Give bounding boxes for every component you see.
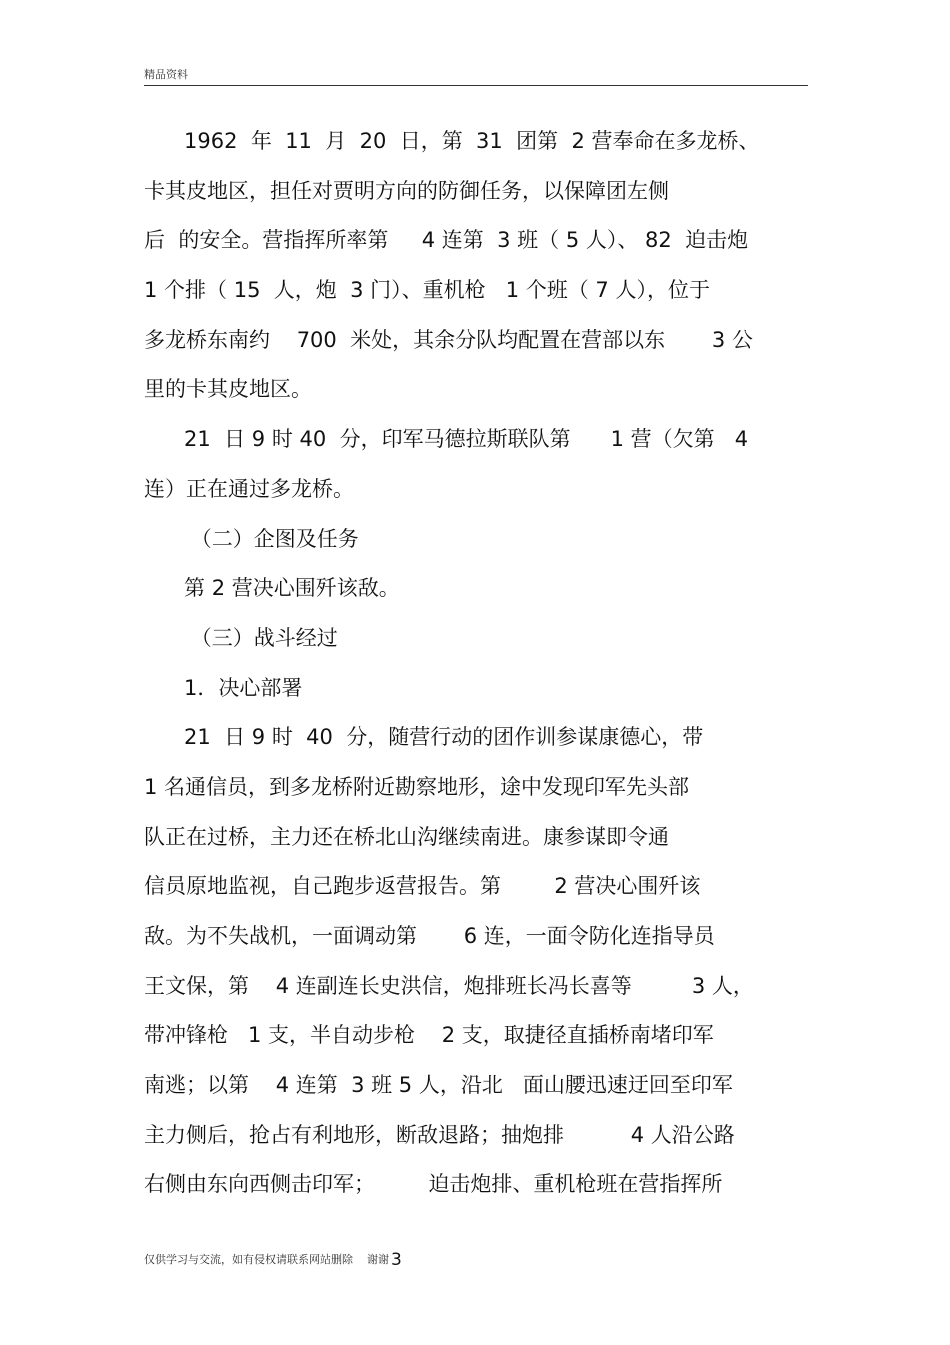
text-line: 里的卡其皮地区。 (144, 377, 312, 401)
section-heading: （三）战斗经过 (144, 626, 338, 650)
text-line: 21 日 9 时 40 分，印军马德拉斯联队第 1 营（欠第 4 (144, 427, 749, 451)
text-line: 1 名通信员，到多龙桥附近勘察地形，途中发现印军先头部 (144, 775, 690, 799)
header-label: 精品资料 (144, 68, 188, 81)
text-line: 1962 年 11 月 20 日，第 31 团第 2 营奉命在多龙桥、 (144, 129, 760, 153)
page-number: 3 (391, 1250, 402, 1270)
text-line: 队正在过桥，主力还在桥北山沟继续南进。康参谋即令通 (144, 825, 669, 849)
text-line: 卡其皮地区，担任对贾明方向的防御任务，以保障团左侧 (144, 179, 669, 203)
text-line: 连）正在通过多龙桥。 (144, 477, 354, 501)
text-line: 多龙桥东南约 700 米处，其余分队均配置在营部以东 3 公 (144, 328, 753, 352)
footer (144, 1250, 402, 1270)
footer-note: 仅供学习与交流，如有侵权请联系网站删除 谢谢 (144, 1253, 389, 1266)
text-line: 后 的安全。营指挥所率第 4 连第 3 班（ 5 人）、 82 迫击炮 (144, 228, 749, 252)
text-line: 1 个排（ 15 人，炮 3 门）、重机枪 1 个班（ 7 人），位于 (144, 278, 710, 302)
subsection-heading: 1．决心部署 (144, 676, 303, 700)
header-divider (144, 85, 808, 86)
text-line: 右侧由东向西侧击印军； 迫击炮排、重机枪班在营指挥所 (144, 1172, 723, 1196)
text-line: 带冲锋枪 1 支，半自动步枪 2 支，取捷径直插桥南堵印军 (144, 1023, 714, 1047)
text-line: 第 2 营决心围歼该敌。 (144, 576, 400, 600)
text-line: 敌。为不失战机，一面调动第 6 连，一面令防化连指导员 (144, 924, 715, 948)
text-line: 信员原地监视，自己跑步返营报告。第 2 营决心围歼该 (144, 874, 701, 898)
text-line: 南逃；以第 4 连第 3 班 5 人，沿北 面山腰迅速迂回至印军 (144, 1073, 733, 1097)
text-line: 王文保，第 4 连副连长史洪信，炮排班长冯长喜等 3 人， (144, 974, 754, 998)
text-line: 21 日 9 时 40 分，随营行动的团作训参谋康德心，带 (144, 725, 704, 749)
section-heading: （二）企图及任务 (144, 527, 359, 551)
text-line: 主力侧后，抢占有利地形，断敌退路；抽炮排 4 人沿公路 (144, 1123, 735, 1147)
